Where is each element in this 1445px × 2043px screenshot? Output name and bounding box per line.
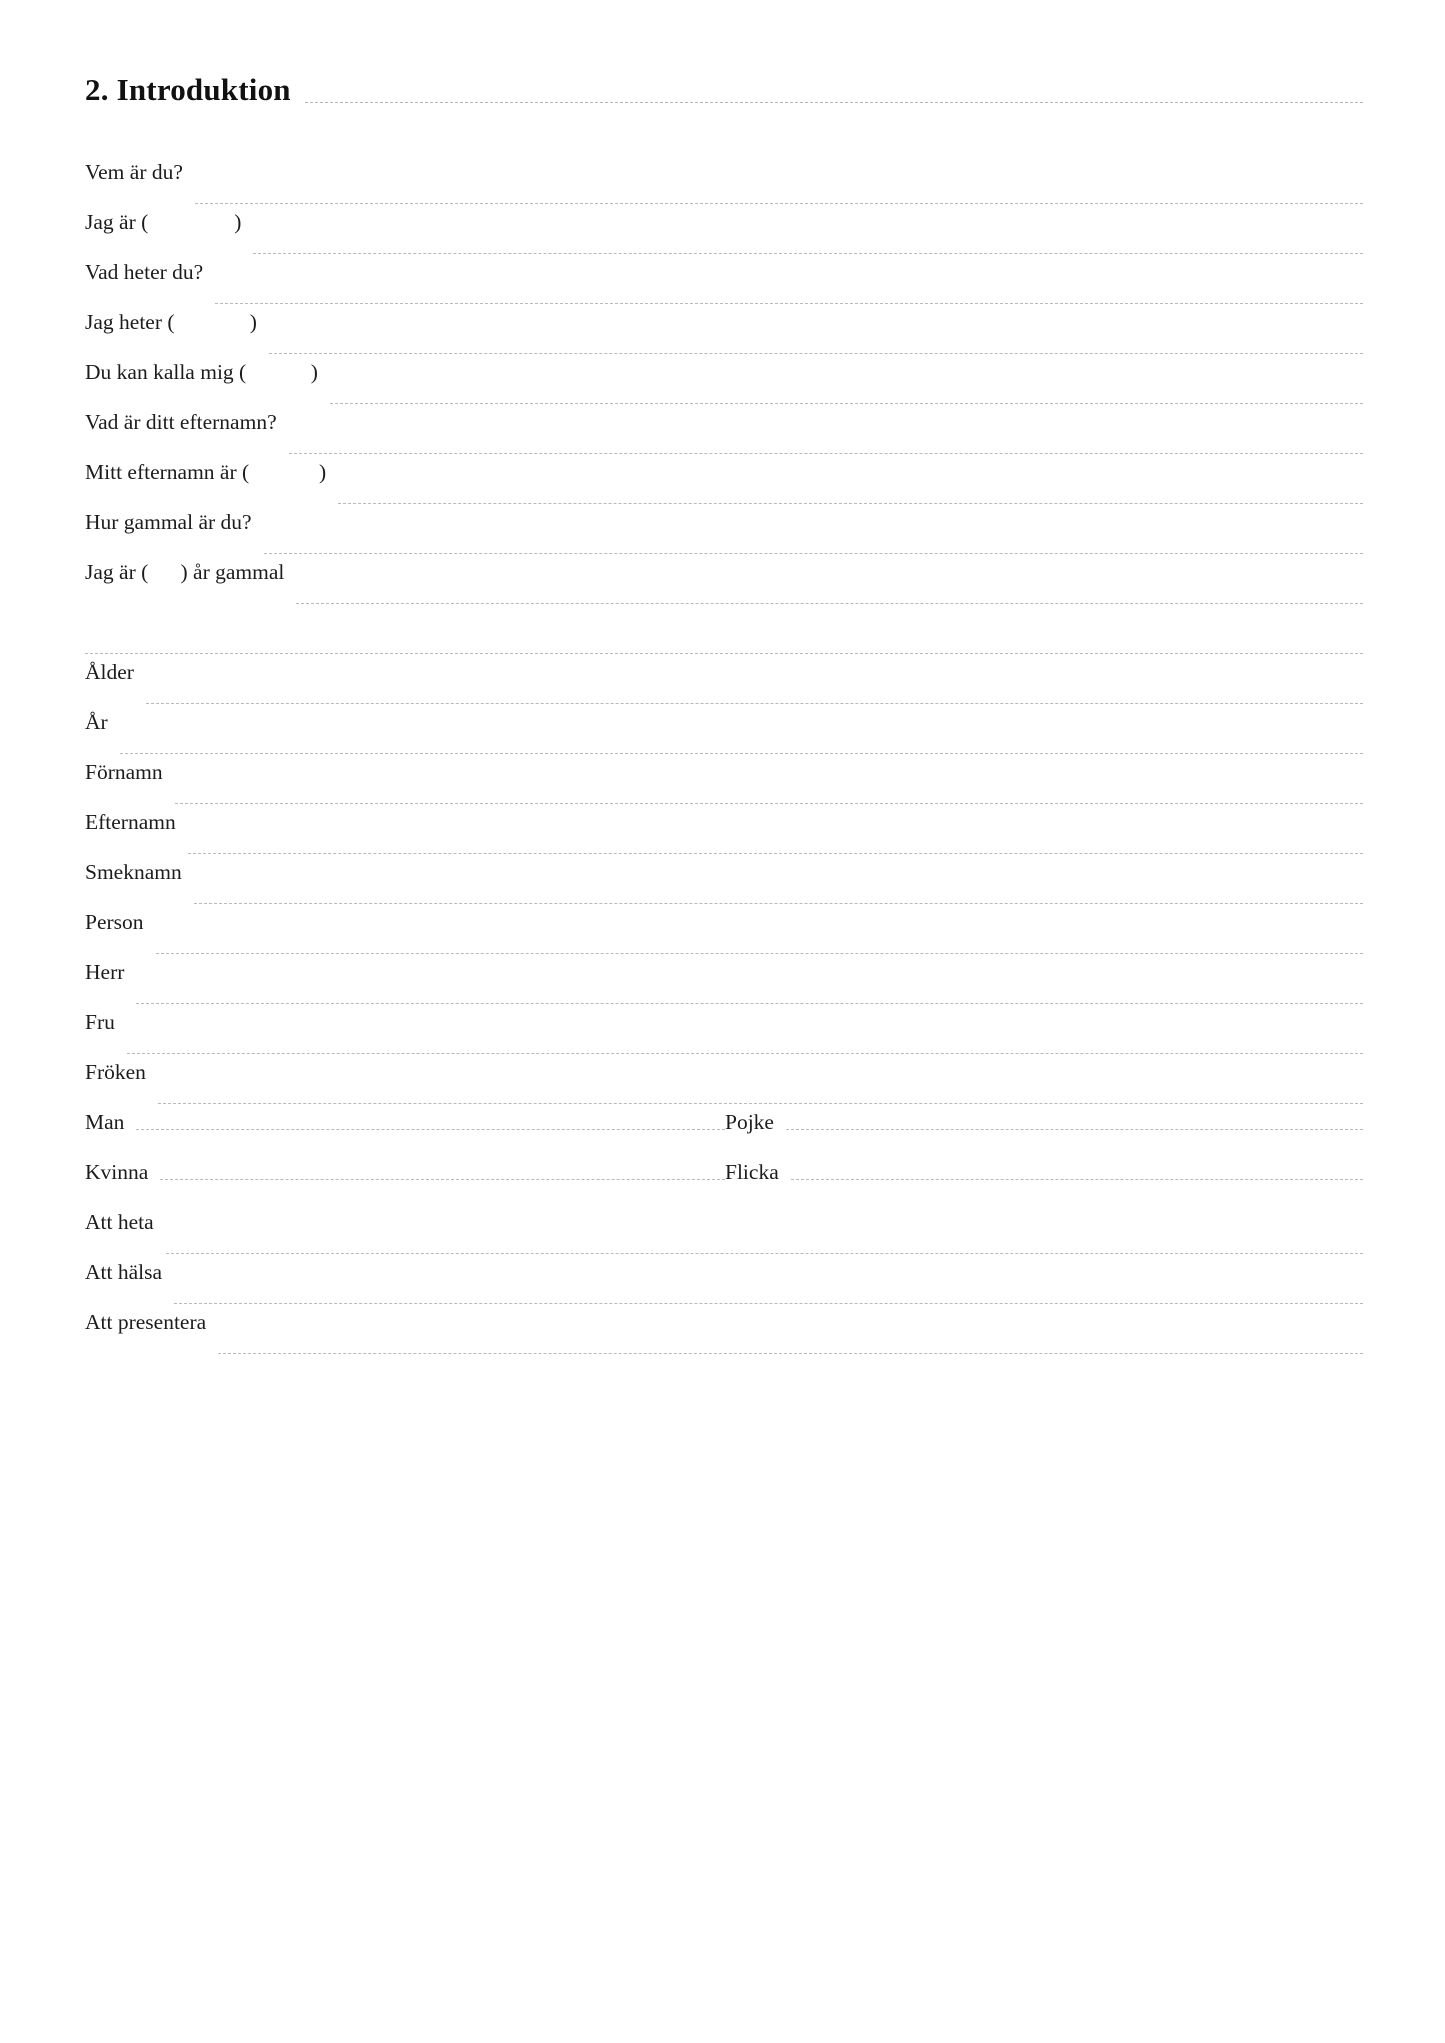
write-line[interactable]: [120, 752, 1363, 754]
vocabulary-row: [85, 860, 1363, 910]
write-line[interactable]: [146, 702, 1363, 704]
write-line[interactable]: [330, 402, 1363, 404]
dialogue-row: [85, 160, 1363, 210]
paired-left: [85, 1160, 725, 1186]
write-line[interactable]: [188, 852, 1363, 854]
section-separator: [85, 610, 1363, 660]
write-line[interactable]: [174, 1302, 1363, 1304]
write-line[interactable]: [175, 802, 1363, 804]
write-line[interactable]: [791, 1178, 1363, 1180]
dialogue-row: [85, 460, 1363, 510]
paired-right-label: Flicka: [725, 1160, 779, 1184]
dialogue-row: [85, 310, 1363, 360]
paired-row: [85, 1160, 1363, 1210]
vocabulary-row: [85, 660, 1363, 710]
write-line[interactable]: [786, 1128, 1363, 1130]
write-line[interactable]: [160, 1178, 725, 1180]
dialogue-row: [85, 510, 1363, 560]
paired-right-label: Pojke: [725, 1110, 774, 1134]
vocabulary-row: [85, 760, 1363, 810]
dialogue-label: Mitt efternamn är ( ): [85, 460, 327, 484]
verb-label: Att hälsa: [85, 1260, 163, 1284]
dialogue-label: Du kan kalla mig ( ): [85, 360, 318, 384]
write-line[interactable]: [136, 1128, 725, 1130]
vocabulary-row: [85, 1060, 1363, 1110]
dialogue-label: Vad heter du?: [85, 260, 204, 284]
paired-left-label: Kvinna: [85, 1160, 149, 1184]
dialogue-row: [85, 210, 1363, 260]
write-line[interactable]: [194, 902, 1363, 904]
vocabulary-row: [85, 710, 1363, 760]
dialogue-row: [85, 360, 1363, 410]
write-line[interactable]: [136, 1002, 1363, 1004]
paired-row: [85, 1110, 1363, 1160]
vocabulary-label: År: [85, 710, 108, 734]
dialogue-label: Jag heter ( ): [85, 310, 257, 334]
dialogue-row: [85, 260, 1363, 310]
dialogue-row: [85, 560, 1363, 610]
vocabulary-label: Smeknamn: [85, 860, 182, 884]
write-line[interactable]: [156, 952, 1363, 954]
paired-left: [85, 1110, 725, 1136]
verb-label: Att heta: [85, 1210, 154, 1234]
dialogue-row: [85, 410, 1363, 460]
verb-label: Att presentera: [85, 1310, 207, 1334]
vocabulary-label: Förnamn: [85, 760, 163, 784]
write-line[interactable]: [296, 602, 1363, 604]
dialogue-label: Jag är ( ): [85, 210, 242, 234]
write-line[interactable]: [264, 552, 1363, 554]
paired-right: [725, 1160, 1363, 1186]
write-line[interactable]: [269, 352, 1363, 354]
write-line[interactable]: [127, 1052, 1363, 1054]
paired-section: [85, 1110, 1363, 1210]
write-line[interactable]: [218, 1352, 1363, 1354]
separator-rule: [85, 652, 1363, 654]
verb-row: [85, 1310, 1363, 1360]
vocabulary-label: Person: [85, 910, 144, 934]
vocabulary-label: Herr: [85, 960, 125, 984]
dialogue-label: Jag är ( ) år gammal: [85, 560, 285, 584]
write-line[interactable]: [195, 202, 1363, 204]
write-line[interactable]: [338, 502, 1363, 504]
vocabulary-label: Ålder: [85, 660, 134, 684]
write-line[interactable]: [166, 1252, 1363, 1254]
vocabulary-label: Efternamn: [85, 810, 176, 834]
vocabulary-row: [85, 1010, 1363, 1060]
dialogue-label: Vad är ditt efternamn?: [85, 410, 277, 434]
dialogue-section: [85, 160, 1363, 610]
vocabulary-row: [85, 910, 1363, 960]
vocabulary-label: Fru: [85, 1010, 115, 1034]
title-dotted-rule: [305, 101, 1363, 103]
vocabulary-label: Fröken: [85, 1060, 146, 1084]
write-line[interactable]: [253, 252, 1363, 254]
paired-right: [725, 1110, 1363, 1136]
write-line[interactable]: [289, 452, 1363, 454]
vocabulary-row: [85, 960, 1363, 1010]
write-line[interactable]: [215, 302, 1363, 304]
verb-row: [85, 1210, 1363, 1260]
vocabulary-row: [85, 810, 1363, 860]
dialogue-label: Hur gammal är du?: [85, 510, 252, 534]
page-title: [85, 72, 1363, 108]
write-line[interactable]: [158, 1102, 1363, 1104]
verb-row: [85, 1260, 1363, 1310]
paired-left-label: Man: [85, 1110, 125, 1134]
page-title-text: 2. Introduktion: [85, 72, 291, 107]
verbs-section: [85, 1210, 1363, 1360]
vocabulary-section: [85, 660, 1363, 1110]
dialogue-label: Vem är du?: [85, 160, 183, 184]
page-content: [85, 72, 1363, 1360]
